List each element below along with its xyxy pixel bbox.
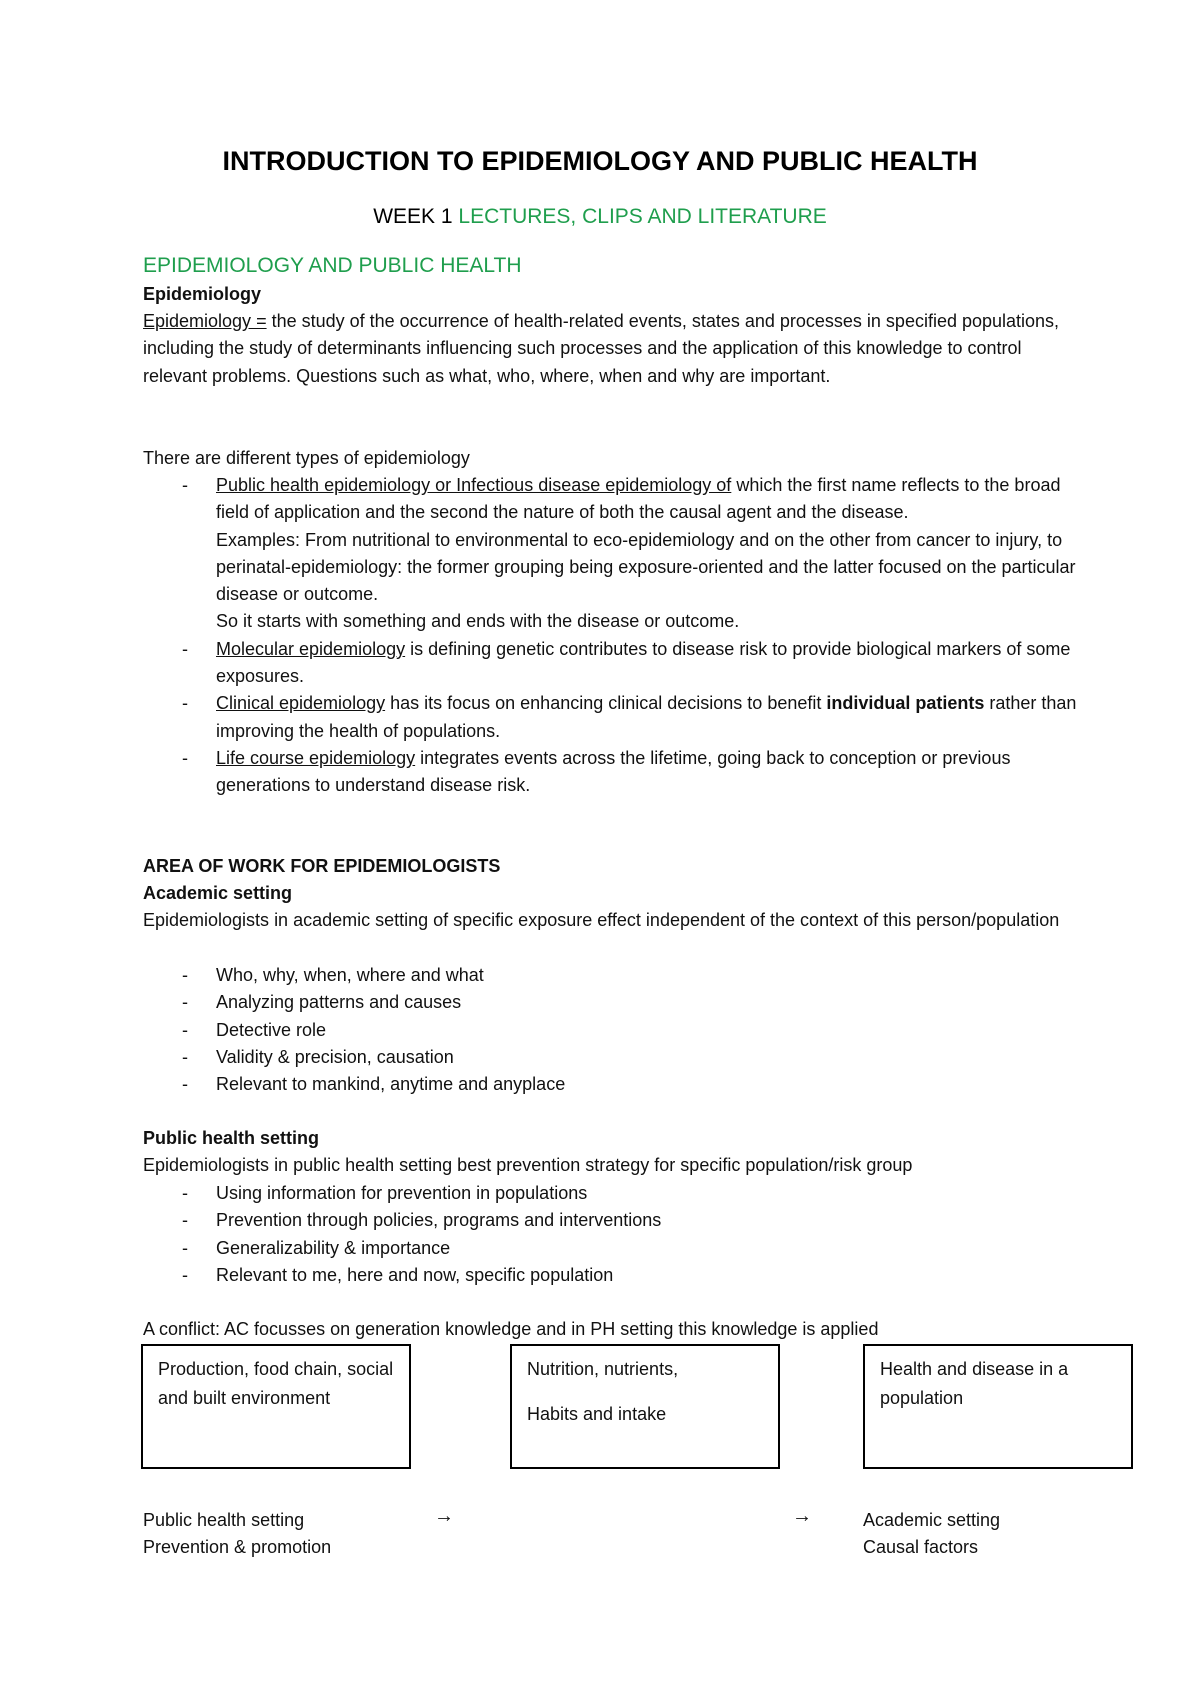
- epidemiology-types-list: [143, 472, 1083, 800]
- conflict-sentence: A conflict: AC focusses on generation knowledge and in PH setting this knowledge is applied: [143, 1319, 879, 1339]
- flow-right-label: Academic setting Causal factors: [863, 1510, 1001, 1558]
- public-health-list: [143, 1180, 1083, 1289]
- list-item: - Clinical epidemiology has its focus on enhancing clinical decisions to benefit individual patients rather than improving the health of populations.: [143, 690, 1083, 745]
- section-heading-area-of-work: AREA OF WORK FOR EPIDEMIOLOGISTS: [143, 856, 501, 876]
- academic-list: [143, 962, 1083, 1098]
- list-item: - Generalizability & importance: [143, 1235, 1083, 1262]
- definition-paragraph: [143, 308, 1083, 390]
- types-intro: There are different types of epidemiology: [143, 448, 470, 468]
- list-item: - Relevant to me, here and now, specific population: [143, 1262, 1083, 1289]
- bold-phrase: individual patients: [826, 693, 985, 714]
- subheading-academic: Academic setting: [143, 883, 293, 903]
- type-term: Public health epidemiology or Infectious disease epidemiology of: [216, 475, 732, 495]
- list-item: - Analyzing patterns and causes: [143, 989, 1083, 1016]
- subheading-public-health: Public health setting: [143, 1128, 320, 1148]
- list-item: - Validity & precision, causation: [143, 1044, 1083, 1071]
- list-item: - Using information for prevention in populations: [143, 1180, 1083, 1207]
- subtitle-week: WEEK 1: [373, 205, 459, 228]
- list-item: - Detective role: [143, 1017, 1083, 1044]
- public-health-paragraph: Epidemiologists in public health setting best prevention strategy for specific population/risk group: [143, 1155, 913, 1175]
- definition-term: Epidemiology =: [143, 311, 267, 331]
- type-term: Life course epidemiology: [216, 747, 416, 768]
- right-arrow-icon: →: [792, 1505, 812, 1527]
- right-arrow-icon: →: [434, 1505, 454, 1527]
- type-term: Molecular epidemiology: [216, 638, 406, 659]
- list-item: - Public health epidemiology or Infectious disease epidemiology of which the first name reflects to the broad field of application and the second the nature of both the causal agent and the disease. Examples: From nutritional to environmental to eco-epidemiology and on the other from cancer to injury, to perinatal-epidemiology: the former grouping being exposure-oriented and the latter focused on the particular disease or outcome. So it starts with something and ends with the disease or outcome.: [143, 472, 1083, 636]
- list-item: - Life course epidemiology integrates events across the lifetime, going back to conception or previous generations to understand disease risk.: [143, 745, 1083, 800]
- box-health-disease: Health and disease in a population: [863, 1344, 1133, 1469]
- list-item: - Prevention through policies, programs and interventions: [143, 1207, 1083, 1234]
- type-term: Clinical epidemiology: [216, 693, 386, 714]
- list-item: - Relevant to mankind, anytime and anyplace: [143, 1071, 1083, 1098]
- list-item: - Who, why, when, where and what: [143, 962, 1083, 989]
- document-subtitle: [0, 205, 1200, 229]
- subtitle-highlight: LECTURES, CLIPS AND LITERATURE: [458, 205, 827, 228]
- box-production: Production, food chain, social and built environment: [141, 1344, 411, 1469]
- type-examples: Examples: From nutritional to environmental to eco-epidemiology and on the other from cancer to injury, to perinatal-epidemiology: the former grouping being exposure-oriented and the latter focused on the particular disease or outcome.: [216, 529, 1076, 605]
- academic-paragraph: Epidemiologists in academic setting of specific exposure effect independent of the context of this person/population: [143, 910, 1060, 930]
- section-heading-epidemiology: EPIDEMIOLOGY AND PUBLIC HEALTH: [143, 254, 522, 277]
- definition-text: the study of the occurrence of health-related events, states and processes in specified populations, including the study of determinants influencing such processes and the application of this knowledge to control relevant problems. Questions such as what, who, where, when and why are important.: [143, 311, 1060, 386]
- subheading-epidemiology: Epidemiology: [143, 284, 262, 304]
- list-item: - Molecular epidemiology is defining genetic contributes to disease risk to provide biological markers of some exposures.: [143, 636, 1083, 691]
- document-title: INTRODUCTION TO EPIDEMIOLOGY AND PUBLIC HEALTH: [222, 146, 978, 176]
- box-nutrition: Nutrition, nutrients, Habits and intake: [510, 1344, 780, 1469]
- flow-left-label: Public health setting Prevention & promotion: [143, 1510, 332, 1558]
